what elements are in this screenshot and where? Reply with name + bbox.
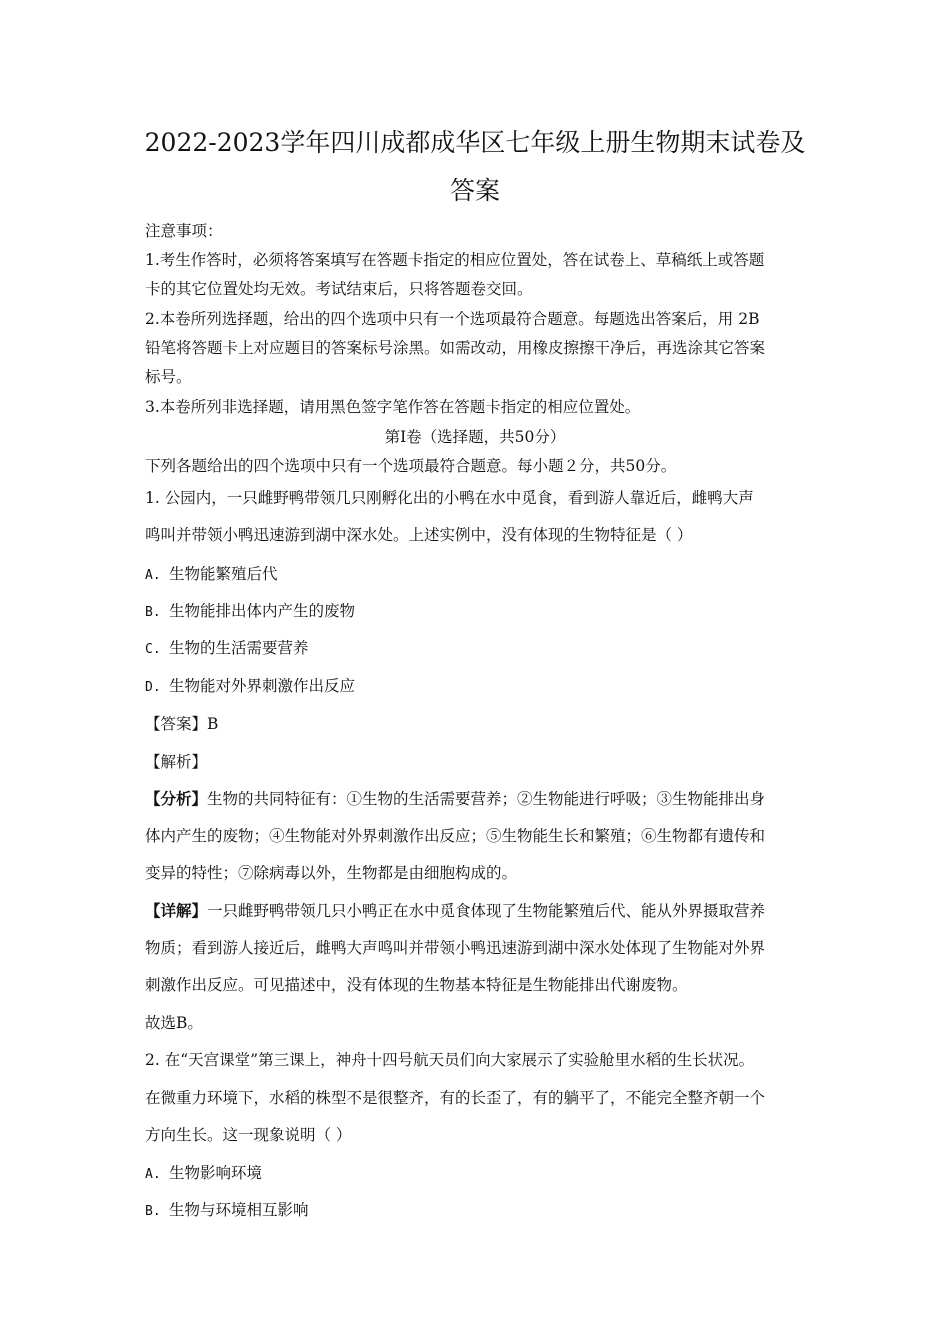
question-1-conclusion: 故选B。 [145, 1014, 203, 1032]
option-text: 生物与环境相互影响 [169, 1201, 309, 1219]
section-instruction: 下列各题给出的四个选项中只有一个选项最符合题意。每小题２分，共50分。 [145, 457, 677, 475]
option-text: 生物影响环境 [169, 1164, 263, 1182]
note-1-line-1: 1.考生作答时，必须将答案填写在答题卡指定的相应位置处，答在试卷上、草稿纸上或答题 [145, 251, 765, 269]
document-title-line-2: 答案 [449, 176, 500, 205]
xiangjie-text: 一只雌野鸭带领几只小鸭正在水中觅食体现了生物能繁殖后代、能从外界摄取营养 [207, 902, 766, 920]
question-1-xiangjie-line-2: 物质；看到游人接近后，雌鸭大声鸣叫并带领小鸭迅速游到湖中深水处体现了生物能对外界 [145, 939, 766, 957]
note-3-line-1: 3.本卷所列非选择题，请用黑色签字笔作答在答题卡指定的相应位置处。 [145, 398, 641, 416]
fenxi-label: 【分析】 [145, 789, 208, 808]
section-heading: 第Ⅰ卷（选择题，共50分） [384, 428, 566, 446]
question-1-xiangjie-line-1 [145, 901, 765, 921]
xiangjie-label: 【详解】 [145, 901, 208, 920]
question-1-analysis-label: 【解析】 [145, 753, 208, 771]
note-2-line-3: 标号。 [145, 368, 192, 386]
question-1-option-d [145, 676, 355, 698]
question-2-option-a [145, 1163, 262, 1185]
question-1-option-c [145, 638, 309, 660]
question-2-line-1: 2. 在“天宫课堂”第三课上，神舟十四号航天员们向大家展示了实验舱里水稻的生长状况。 [145, 1051, 755, 1069]
question-2-option-b [145, 1200, 309, 1222]
answer-label: 【答案】 [145, 715, 208, 733]
question-2-line-3: 方向生长。这一现象说明（ ） [145, 1126, 352, 1144]
question-1-fenxi-line-2: 体内产生的废物；④生物能对外界刺激作出反应；⑤生物能生长和繁殖；⑥生物都有遗传和 [145, 827, 766, 845]
option-letter: A. [145, 568, 161, 583]
question-1-line-2: 鸣叫并带领小鸭迅速游到湖中深水处。上述实例中，没有体现的生物特征是（ ） [145, 526, 693, 544]
question-1-fenxi-line-1 [145, 789, 765, 809]
question-1-line-1: 1. 公园内，一只雌野鸭带领几只刚孵化出的小鸭在水中觅食，看到游人靠近后，雌鸭大声 [145, 489, 754, 507]
question-1-answer [145, 714, 218, 734]
question-1-option-b [145, 601, 355, 623]
note-2-line-1: 2.本卷所列选择题，给出的四个选项中只有一个选项最符合题意。每题选出答案后，用 2B [145, 310, 760, 328]
document-title-line-1: 2022-2023学年四川成都成华区七年级上册生物期末试卷及 [144, 128, 806, 157]
option-text: 生物能排出体内产生的废物 [169, 602, 356, 620]
option-letter: A. [145, 1167, 161, 1182]
note-1-line-2: 卡的其它位置处均无效。考试结束后，只将答题卷交回。 [145, 280, 533, 298]
question-2-line-2: 在微重力环境下，水稻的株型不是很整齐，有的长歪了，有的躺平了，不能完全整齐朝一个 [145, 1089, 766, 1107]
question-1-xiangjie-line-3: 刺激作出反应。可见描述中，没有体现的生物基本特征是生物能排出代谢废物。 [145, 976, 688, 994]
notes-heading: 注意事项： [145, 222, 223, 240]
question-1-option-a [145, 564, 278, 586]
option-text: 生物能对外界刺激作出反应 [169, 677, 356, 695]
fenxi-text: 生物的共同特征有：①生物的生活需要营养；②生物能进行呼吸；③生物能排出身 [207, 790, 766, 808]
option-letter: D. [145, 680, 161, 695]
note-2-line-2: 铅笔将答题卡上对应题目的答案标号涂黑。如需改动，用橡皮擦擦干净后，再选涂其它答案 [145, 339, 766, 357]
option-text: 生物的生活需要营养 [169, 639, 309, 657]
option-letter: C. [145, 642, 161, 657]
option-letter: B. [145, 1204, 161, 1219]
question-1-fenxi-line-3: 变异的特性；⑦除病毒以外，生物都是由细胞构成的。 [145, 864, 518, 882]
answer-value: B [207, 715, 219, 733]
option-text: 生物能繁殖后代 [169, 565, 278, 583]
option-letter: B. [145, 605, 161, 620]
